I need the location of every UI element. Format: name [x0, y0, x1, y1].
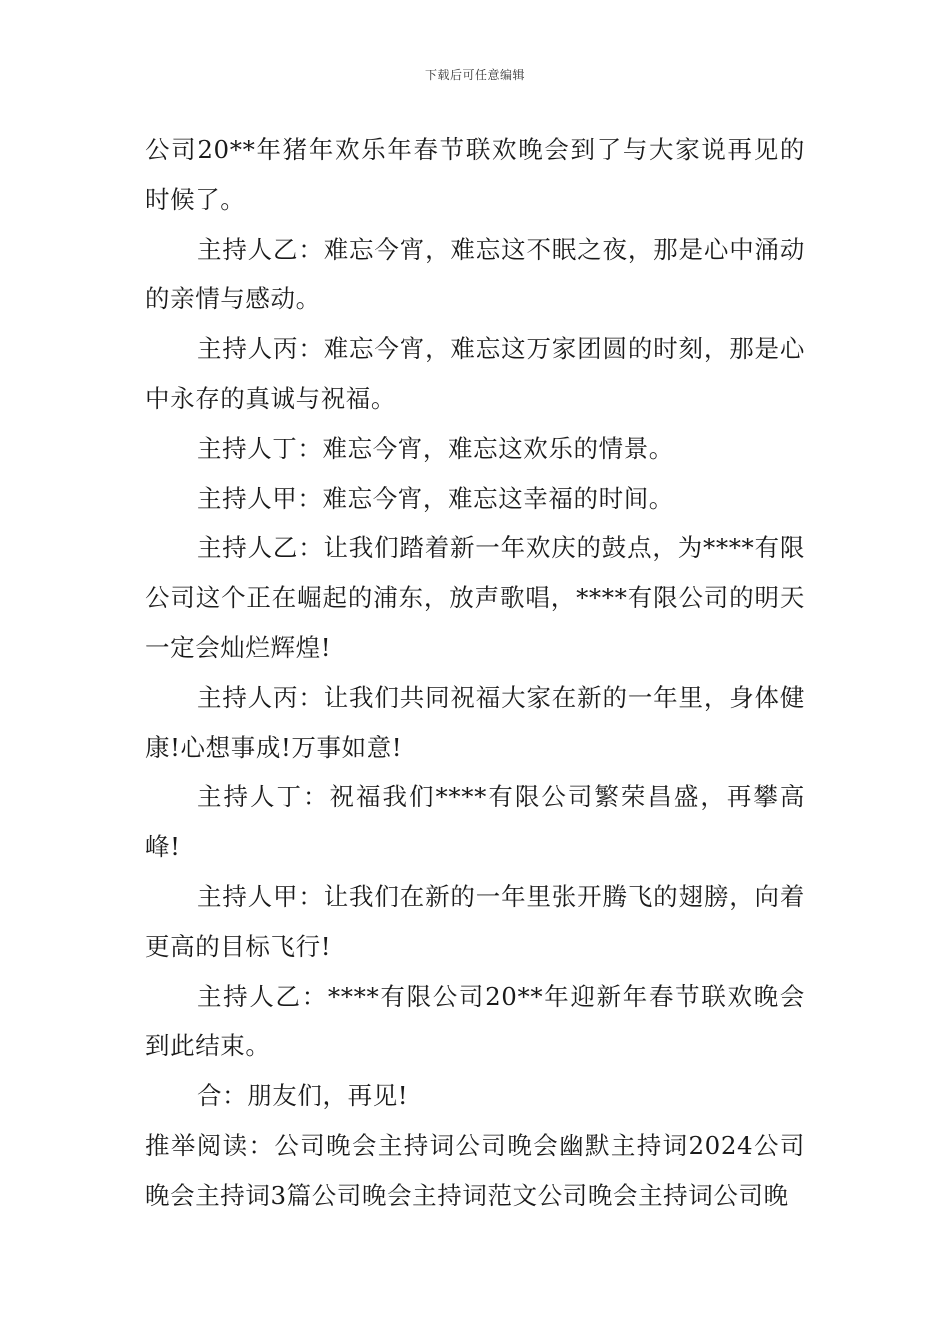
paragraph-4: 主持人丁：难忘今宵，难忘这欢乐的情景。: [197, 433, 674, 463]
document-body: [145, 125, 805, 1221]
paragraph-3: 主持人丙：难忘今宵，难忘这万家团圆的时刻，那是心中永存的真诚与祝福。: [145, 334, 805, 413]
paragraph-11: 合：朋友们，再见!: [197, 1081, 409, 1111]
recommended-reading[interactable]: 推举阅读：公司晚会主持词公司晚会幽默主持词2024公司晚会主持词3篇公司晚会主持词范文公司晚会主持词公司晚: [145, 1130, 805, 1210]
paragraph-6: 主持人乙：让我们踏着新一年欢庆的鼓点，为****有限公司这个正在崛起的浦东，放声歌唱，****有限公司的明天一定会灿烂辉煌!: [145, 533, 805, 662]
paragraph-9: 主持人甲：让我们在新的一年里张开腾飞的翅膀，向着更高的目标飞行!: [145, 881, 805, 961]
paragraph-5: 主持人甲：难忘今宵，难忘这幸福的时间。: [197, 483, 674, 513]
paragraph-7: 主持人丙：让我们共同祝福大家在新的一年里，身体健康!心想事成!万事如意!: [145, 682, 805, 762]
paragraph-8: 主持人丁：祝福我们****有限公司繁荣昌盛，再攀高峰!: [145, 782, 805, 862]
page-header-note: 下载后可任意编辑: [424, 68, 525, 82]
paragraph-2: 主持人乙：难忘今宵，难忘这不眠之夜，那是心中涌动的亲情与感动。: [145, 234, 805, 314]
paragraph-10: 主持人乙：****有限公司20**年迎新年春节联欢晚会到此结束。: [145, 981, 805, 1061]
paragraph-1: 公司20**年猪年欢乐年春节联欢晚会到了与大家说再见的时候了。: [145, 135, 805, 214]
